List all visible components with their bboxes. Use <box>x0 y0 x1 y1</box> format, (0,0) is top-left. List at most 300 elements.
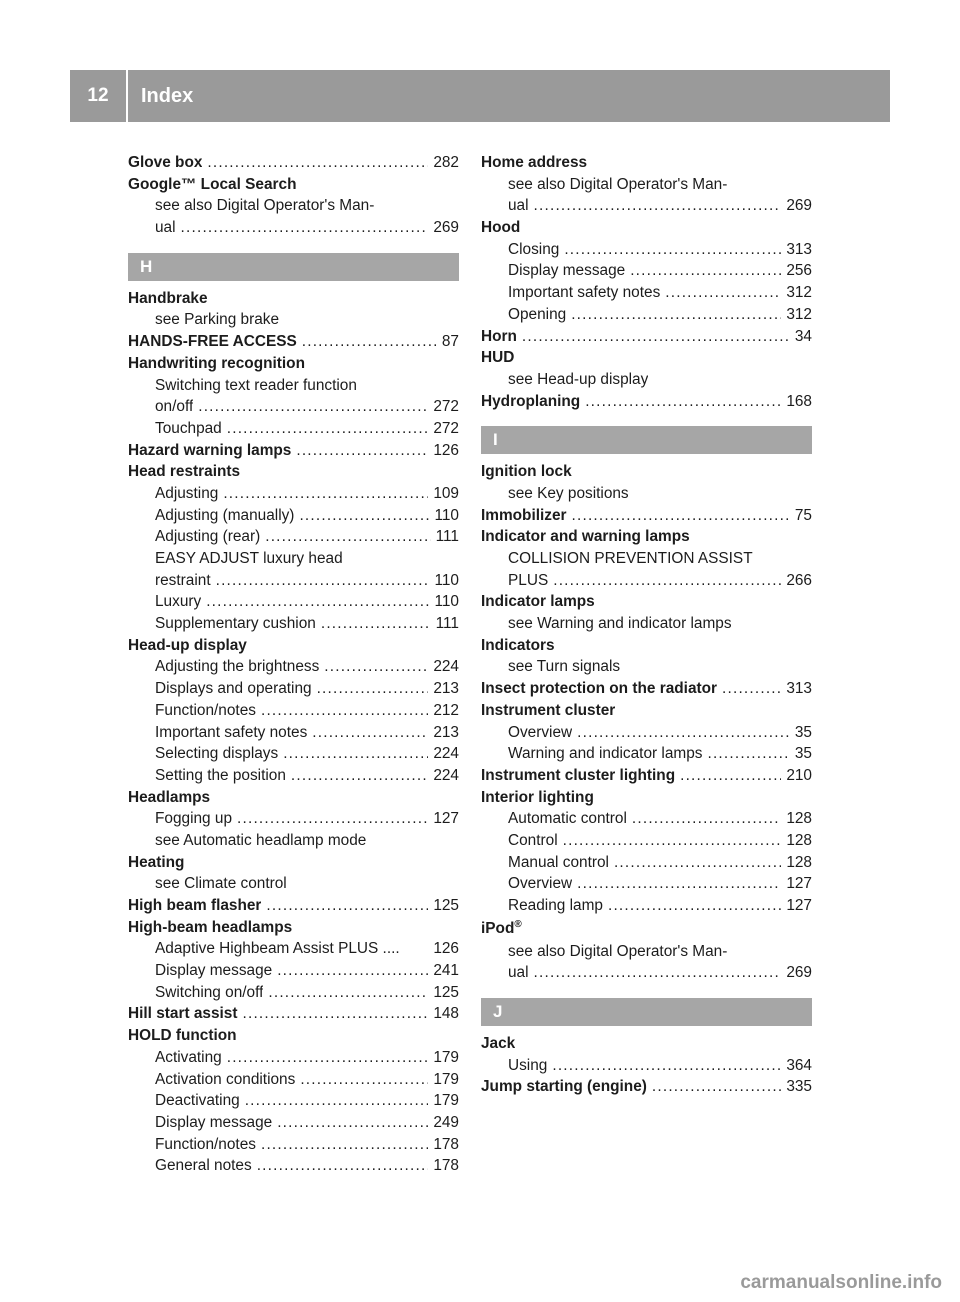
dot-leader <box>261 700 428 722</box>
entry-text <box>155 678 312 700</box>
page-reference: 313 <box>786 680 812 698</box>
page-reference: 256 <box>786 262 812 280</box>
entry-text <box>155 700 256 722</box>
entry-label: Activation conditions <box>155 1070 296 1088</box>
page-reference: 179 <box>433 1070 459 1088</box>
entry-label: Horn <box>481 327 517 345</box>
dot-leader <box>245 1090 429 1112</box>
entry-text <box>508 722 572 744</box>
dot-leader <box>324 656 428 678</box>
entry-label: EASY ADJUST luxury head <box>155 550 343 567</box>
page-reference: 282 <box>433 154 459 171</box>
dot-leader <box>534 195 782 217</box>
index-entry <box>128 152 459 174</box>
entry-text <box>508 195 529 217</box>
entry-text <box>155 1134 256 1156</box>
page-reference: 178 <box>433 1157 459 1175</box>
dot-leader <box>608 895 781 917</box>
entry-label: COLLISION PREVENTION ASSIST <box>508 550 753 567</box>
index-entry <box>481 1076 812 1098</box>
entry-label: see Key positions <box>508 484 629 502</box>
entry-label: see Climate control <box>155 875 287 893</box>
entry-text <box>155 613 316 635</box>
entry-text <box>481 765 675 787</box>
entry-label: Setting the position <box>155 766 286 784</box>
index-subentry <box>481 808 812 830</box>
index-subentry <box>481 195 812 217</box>
entry-label: Handwriting recognition <box>128 354 305 372</box>
dot-leader <box>296 440 428 462</box>
index-subentry <box>128 526 459 548</box>
entry-label: HANDS-FREE ACCESS <box>128 333 297 351</box>
entry-label: General notes <box>155 1157 252 1175</box>
dot-leader <box>553 570 781 592</box>
entry-label: Supplementary cushion <box>155 615 316 633</box>
entry-text <box>155 505 294 527</box>
index-subentry <box>128 396 459 418</box>
entry-text <box>481 391 580 413</box>
dot-leader <box>300 1069 428 1091</box>
index-entry <box>481 1033 812 1055</box>
dot-leader <box>707 743 789 765</box>
index-subentry <box>128 1155 459 1177</box>
entry-label: Home address <box>481 154 588 171</box>
index-subentry <box>128 830 459 852</box>
dot-leader <box>206 591 429 613</box>
entry-text <box>155 195 374 217</box>
entry-text <box>481 591 595 613</box>
entry-text <box>155 396 193 418</box>
index-entry <box>128 288 459 310</box>
page-reference: 168 <box>786 392 812 410</box>
index-entry <box>481 700 812 722</box>
entry-text <box>128 852 184 874</box>
entry-text <box>155 982 263 1004</box>
entry-label: Instrument cluster lighting <box>481 766 676 784</box>
entry-label: ual <box>508 964 529 982</box>
index-subentry <box>128 548 459 570</box>
page-reference: 179 <box>433 1048 459 1066</box>
section-letter-heading: J <box>481 998 812 1026</box>
entry-label: Indicator lamps <box>481 593 595 611</box>
index-column-right <box>481 152 812 1098</box>
page-reference: 110 <box>434 593 459 611</box>
dot-leader <box>207 152 428 174</box>
entry-label: ual <box>155 219 176 237</box>
index-entry <box>481 591 812 613</box>
entry-label: PLUS <box>508 571 549 589</box>
entry-label: Reading lamp <box>508 897 603 914</box>
entry-text <box>508 369 648 391</box>
page-reference: 269 <box>786 197 812 215</box>
index-subentry <box>481 369 812 391</box>
entry-text <box>128 917 292 939</box>
index-subentry <box>128 1047 459 1069</box>
entry-text <box>128 1025 237 1047</box>
index-subentry <box>128 808 459 830</box>
page-reference: 127 <box>786 897 812 914</box>
dot-leader <box>552 1055 781 1077</box>
entry-text <box>155 960 272 982</box>
index-entry <box>481 217 812 239</box>
entry-text <box>481 505 567 527</box>
entry-text <box>155 830 366 852</box>
page-reference: 125 <box>433 897 459 914</box>
index-subentry <box>481 895 812 917</box>
index-subentry <box>128 1134 459 1156</box>
entry-text <box>481 326 517 348</box>
index-subentry <box>128 505 459 527</box>
index-entry <box>481 678 812 700</box>
page-reference: 213 <box>433 680 459 698</box>
index-subentry <box>481 282 812 304</box>
entry-text <box>481 787 594 809</box>
entry-label: Jack <box>481 1035 516 1053</box>
dot-leader <box>571 304 781 326</box>
index-subentry <box>128 982 459 1004</box>
page-reference: 212 <box>433 701 459 719</box>
dot-leader <box>564 239 781 261</box>
entry-text <box>481 152 587 174</box>
page-reference: 272 <box>433 419 459 437</box>
entry-label: see Automatic headlamp mode <box>155 831 367 849</box>
page-reference: 335 <box>786 1078 812 1096</box>
dot-leader <box>522 326 790 348</box>
page-reference: 35 <box>794 745 812 763</box>
entry-label: Headlamps <box>128 788 211 806</box>
entry-label: see Turn signals <box>508 658 621 676</box>
entry-text <box>155 526 260 548</box>
index-entry <box>128 353 459 375</box>
entry-label: Opening <box>508 305 567 323</box>
dot-leader <box>577 722 790 744</box>
index-subentry <box>128 613 459 635</box>
header-divider <box>126 70 128 122</box>
dot-leader <box>577 873 781 895</box>
index-subentry <box>481 613 812 635</box>
page-reference: 126 <box>433 940 459 958</box>
index-subentry <box>128 1090 459 1112</box>
entry-label: Adjusting <box>155 484 219 502</box>
index-entry <box>481 917 812 941</box>
watermark: carmanualsonline.info <box>740 1272 942 1293</box>
entry-label: Insect protection on the radiator <box>481 680 718 698</box>
page-reference: 128 <box>786 831 812 849</box>
entry-text <box>128 353 305 375</box>
entry-text <box>508 743 702 765</box>
index-entry <box>481 326 812 348</box>
entry-label: Hill start assist <box>128 1005 238 1023</box>
dot-leader <box>572 505 790 527</box>
entry-text <box>508 483 629 505</box>
entry-text <box>128 635 247 657</box>
index-subentry <box>481 656 812 678</box>
dot-leader <box>283 743 428 765</box>
entry-text <box>508 239 559 261</box>
page-reference: 128 <box>786 810 812 828</box>
entry-label: Function/notes <box>155 1135 256 1153</box>
entry-label: iPod <box>481 919 515 937</box>
entry-label: see Parking brake <box>155 311 280 329</box>
index-subentry <box>128 938 459 960</box>
spacer <box>481 984 812 998</box>
page-reference: 269 <box>433 219 459 237</box>
entry-label: Interior lighting <box>481 788 594 806</box>
entry-text <box>155 1155 252 1177</box>
entry-text <box>155 1069 295 1091</box>
index-subentry <box>481 548 812 570</box>
entry-text <box>128 331 297 353</box>
page-reference: 87 <box>441 333 459 351</box>
entry-label: Switching on/off <box>155 983 264 1001</box>
entry-text <box>508 895 603 917</box>
page-reference: 312 <box>786 284 812 302</box>
entry-label: Control <box>508 831 558 849</box>
entry-label: see Head-up display <box>508 370 649 388</box>
entry-text <box>508 962 529 984</box>
index-subentry <box>128 309 459 331</box>
index-entry <box>128 787 459 809</box>
entry-text <box>508 808 627 830</box>
page-title: Index <box>141 84 194 107</box>
page-reference: 148 <box>433 1005 459 1023</box>
entry-label: Important safety notes <box>155 723 308 741</box>
index-subentry <box>481 873 812 895</box>
index-subentry <box>128 483 459 505</box>
dot-leader <box>277 960 428 982</box>
entry-label: Hazard warning lamps <box>128 441 292 459</box>
index-subentry <box>481 743 812 765</box>
page-reference: 224 <box>433 745 459 763</box>
page-reference: 126 <box>433 441 459 459</box>
index-entry <box>128 174 459 196</box>
section-letter-heading: H <box>128 253 459 281</box>
index-subentry <box>128 722 459 744</box>
entry-label: see Warning and indicator lamps <box>508 615 732 633</box>
entry-text <box>481 526 690 548</box>
dot-leader <box>181 217 429 239</box>
dot-leader <box>198 396 428 418</box>
entry-label: Closing <box>508 240 560 258</box>
dot-leader <box>317 678 429 700</box>
entry-text <box>155 217 176 239</box>
page-reference: 210 <box>786 766 812 784</box>
index-entry <box>481 347 812 369</box>
page-reference: 128 <box>786 853 812 871</box>
index-subentry <box>128 1112 459 1134</box>
entry-text <box>155 1047 222 1069</box>
entry-text <box>481 700 615 722</box>
page-reference: 312 <box>786 305 812 323</box>
entry-text <box>508 873 572 895</box>
entry-text <box>508 548 753 570</box>
entry-label: Display message <box>155 1113 273 1131</box>
page-reference: 109 <box>433 484 459 502</box>
index-subentry <box>128 217 459 239</box>
entry-text <box>128 1003 238 1025</box>
entry-label: Google™ Local Search <box>128 175 297 193</box>
dot-leader <box>563 830 782 852</box>
entry-text <box>481 461 572 483</box>
entry-label: Hood <box>481 219 521 237</box>
entry-label: Adjusting the brightness <box>155 658 320 676</box>
dot-leader <box>227 1047 429 1069</box>
entry-text <box>508 260 625 282</box>
entry-text <box>155 765 286 787</box>
entry-text <box>155 873 287 895</box>
page-reference: 125 <box>433 983 459 1001</box>
index-entry <box>128 895 459 917</box>
entry-label: Important safety notes <box>508 284 661 302</box>
index-subentry <box>481 483 812 505</box>
index-entry <box>128 1003 459 1025</box>
spacer <box>481 412 812 426</box>
dot-leader <box>266 895 428 917</box>
dot-leader <box>227 418 429 440</box>
entry-label: ual <box>508 197 529 215</box>
dot-leader <box>265 526 430 548</box>
entry-label: Adaptive Highbeam Assist PLUS .... <box>155 940 400 958</box>
entry-text <box>481 635 555 657</box>
page-reference: 213 <box>433 723 459 741</box>
index-column-left <box>128 152 459 1177</box>
entry-label: HUD <box>481 349 515 367</box>
entry-label: Manual control <box>508 853 609 871</box>
entry-label: Touchpad <box>155 419 222 437</box>
page-reference: 364 <box>786 1056 812 1074</box>
index-entry <box>128 917 459 939</box>
entry-text <box>508 613 732 635</box>
index-entry <box>128 331 459 353</box>
entry-text <box>508 1055 547 1077</box>
index-entry <box>481 765 812 787</box>
entry-text <box>128 787 210 809</box>
entry-label: Handbrake <box>128 289 208 307</box>
index-subentry <box>481 830 812 852</box>
index-subentry <box>128 873 459 895</box>
page-reference: 266 <box>786 571 812 589</box>
entry-text <box>128 895 261 917</box>
page-reference: 110 <box>434 506 459 524</box>
entry-text <box>155 309 279 331</box>
entry-text <box>508 570 548 592</box>
index-entry <box>128 852 459 874</box>
page-reference: 249 <box>433 1113 459 1131</box>
entry-label: see also Digital Operator's Man- <box>508 942 728 960</box>
index-subentry <box>128 570 459 592</box>
page-reference: 241 <box>433 962 459 980</box>
page-reference: 35 <box>794 723 812 741</box>
spacer <box>128 281 459 288</box>
entry-label: Activating <box>155 1048 222 1066</box>
entry-text <box>508 852 609 874</box>
entry-text <box>155 570 211 592</box>
page-reference: 178 <box>433 1135 459 1153</box>
entry-label: Displays and operating <box>155 680 312 698</box>
dot-leader <box>534 962 782 984</box>
dot-leader <box>630 260 781 282</box>
entry-label: Head restraints <box>128 463 241 481</box>
index-entry <box>128 635 459 657</box>
entry-text <box>508 174 727 196</box>
dot-leader <box>652 1076 781 1098</box>
entry-text <box>155 375 357 397</box>
dot-leader <box>722 678 781 700</box>
index-entry <box>481 635 812 657</box>
page-number: 12 <box>87 85 109 106</box>
entry-text <box>481 217 520 239</box>
index-subentry <box>128 700 459 722</box>
entry-text <box>155 743 278 765</box>
dot-leader <box>321 613 431 635</box>
index-subentry <box>128 375 459 397</box>
entry-text <box>155 548 343 570</box>
entry-text <box>481 1033 515 1055</box>
entry-label: on/off <box>155 398 194 416</box>
entry-label: Hydroplaning <box>481 392 581 410</box>
entry-label: High beam flasher <box>128 897 262 914</box>
index-subentry <box>128 1069 459 1091</box>
entry-label: Glove box <box>128 154 203 171</box>
entry-text <box>481 678 717 700</box>
dot-leader <box>632 808 781 830</box>
index-entry <box>481 391 812 413</box>
dot-leader <box>291 765 428 787</box>
section-letter-heading: I <box>481 426 812 454</box>
page-reference: 111 <box>435 528 459 546</box>
spacer <box>481 454 812 461</box>
index-subentry <box>128 418 459 440</box>
index-subentry <box>481 1055 812 1077</box>
dot-leader <box>257 1155 429 1177</box>
page-reference: 313 <box>786 240 812 258</box>
entry-label: Instrument cluster <box>481 701 616 719</box>
page-reference: 272 <box>433 398 459 416</box>
entry-text <box>128 152 202 174</box>
dot-leader <box>302 331 437 353</box>
entry-label: Adjusting (manually) <box>155 506 295 524</box>
page-reference: 75 <box>794 506 812 524</box>
entry-text <box>155 938 400 960</box>
dot-leader <box>614 852 781 874</box>
entry-label: Head-up display <box>128 636 247 654</box>
index-entry <box>481 505 812 527</box>
entry-text <box>481 917 522 941</box>
index-entry <box>481 152 812 174</box>
index-subentry <box>481 722 812 744</box>
entry-text <box>508 304 566 326</box>
entry-text <box>128 174 297 196</box>
dot-leader <box>277 1112 428 1134</box>
page-reference: 127 <box>786 875 812 893</box>
index-subentry <box>128 195 459 217</box>
entry-text <box>155 1090 240 1112</box>
spacer <box>481 1026 812 1033</box>
dot-leader <box>585 391 781 413</box>
entry-label: Adjusting (rear) <box>155 528 261 546</box>
entry-label: Display message <box>508 262 626 280</box>
entry-label: Switching text reader function <box>155 376 357 394</box>
entry-text <box>155 591 201 613</box>
entry-label: Selecting displays <box>155 745 279 763</box>
entry-text <box>128 288 208 310</box>
entry-label: High-beam headlamps <box>128 918 293 936</box>
entry-text <box>155 656 319 678</box>
page-reference: 224 <box>433 766 459 784</box>
dot-leader <box>223 483 428 505</box>
entry-text <box>481 347 514 369</box>
entry-label: Immobilizer <box>481 506 567 524</box>
